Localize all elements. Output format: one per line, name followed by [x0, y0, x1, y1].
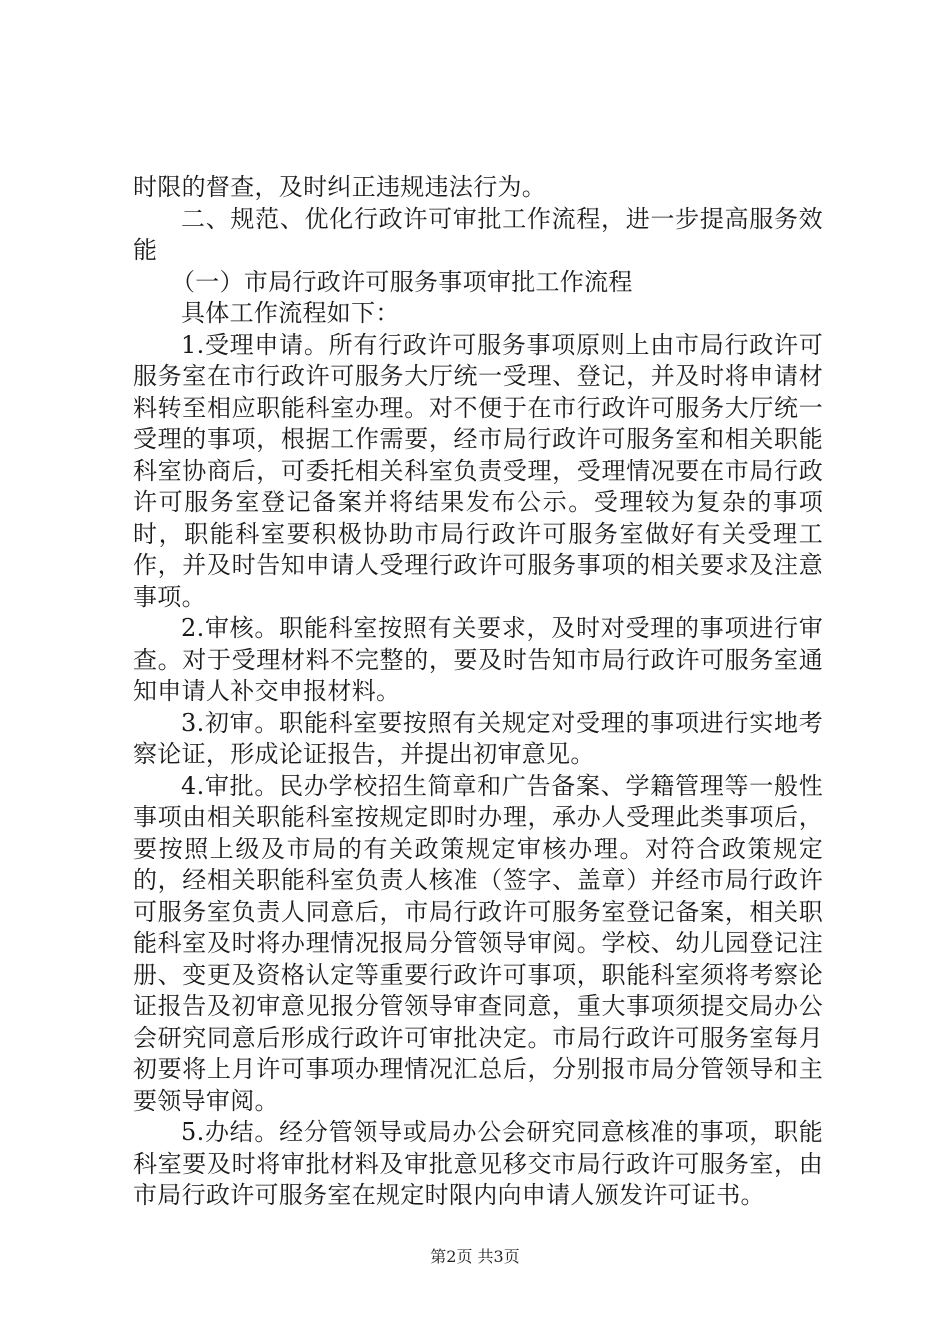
paragraph-step-4: 4.审批。民办学校招生简章和广告备案、学籍管理等一般性事项由相关职能科室按规定即时办理，承办人受理此类事项后，要按照上级及市局的有关政策规定审核办理。对符合政策规定的，经相关职能科室负责人核准（签字、盖章）并经市局行政许可服务室负责人同意后，市局行政许可服务室登记备案，相关职能科室及时将办理情况报局分管领导审阅。学校、幼儿园登记注册、变更及资格认定等重要行政许可事项，职能科室须将考察论证报告及初审意见报分管领导审查同意，重大事项须提交局办公会研究同意后形成行政许可审批决定。市局行政许可服务室每月初要将上月许可事项办理情况汇总后，分别报市局分管领导和主要领导审阅。	[133, 771, 823, 1115]
page-footer: 第2页 共3页	[430, 1247, 520, 1266]
paragraph-step-5: 5.办结。经分管领导或局办公会研究同意核准的事项，职能科室要及时将审批材料及审批意见移交市局行政许可服务室，由市局行政许可服务室在规定时限内向申请人颁发许可证书。	[133, 1118, 823, 1209]
section-heading-two: 二、规范、优化行政许可审批工作流程，进一步提高服务效能	[133, 204, 823, 264]
paragraph-step-3: 3.初审。职能科室要按照有关规定对受理的事项进行实地考察论证，形成论证报告，并提出初审意见。	[133, 708, 823, 768]
paragraph-step-2: 2.审核。职能科室按照有关要求，及时对受理的事项进行审查。对于受理材料不完整的，要及时告知市局行政许可服务室通知申请人补交申报材料。	[133, 614, 823, 705]
paragraph-continuation: 时限的督查，及时纠正违规违法行为。	[133, 173, 547, 201]
paragraph-intro: 具体工作流程如下：	[181, 299, 400, 327]
subsection-heading-one: （一）市局行政许可服务事项审批工作流程	[171, 267, 633, 296]
paragraph-step-1: 1.受理申请。所有行政许可服务事项原则上由市局行政许可服务室在市行政许可服务大厅统一受理、登记，并及时将申请材料转至相应职能科室办理。对不便于在市行政许可服务大厅统一受理的事项，根据工作需要，经市局行政许可服务室和相关职能科室协商后，可委托相关科室负责受理，受理情况要在市局行政许可服务室登记备案并将结果发布公示。受理较为复杂的事项时，职能科室要积极协助市局行政许可服务室做好有关受理工作，并及时告知申请人受理行政许可服务事项的相关要求及注意事项。	[133, 330, 823, 611]
document-body	[133, 172, 823, 1212]
